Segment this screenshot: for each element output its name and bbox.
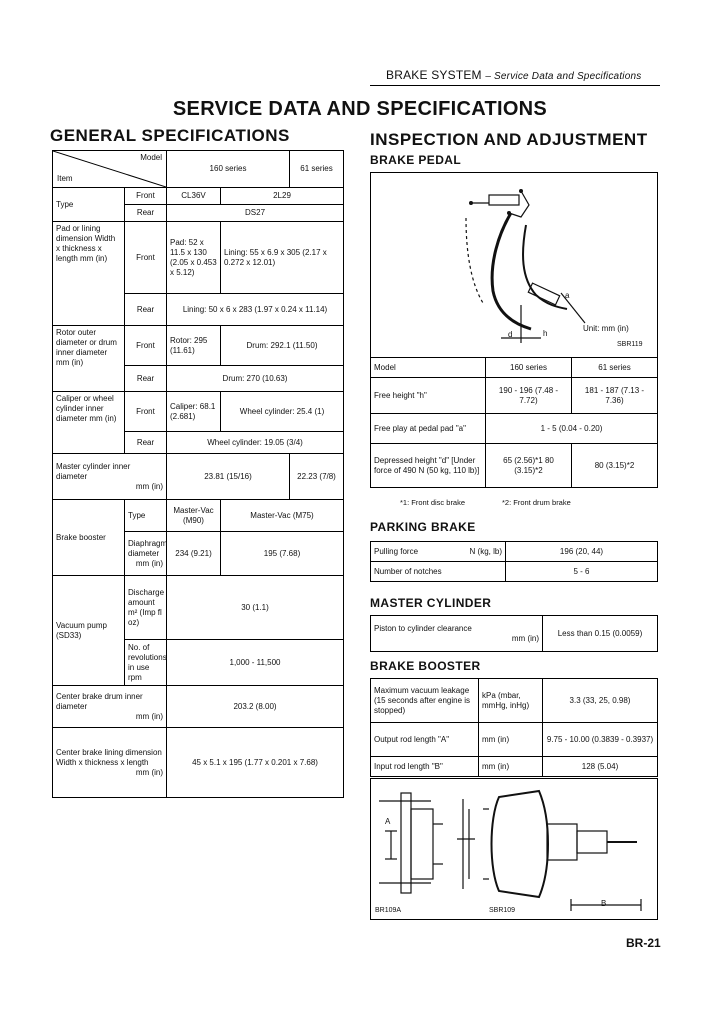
bb-vacuum-label: Maximum vacuum leakage (15 seconds after engine is stopped) [371, 679, 479, 723]
page-title: SERVICE DATA AND SPECIFICATIONS [172, 98, 548, 120]
pb-force-cell [371, 542, 506, 562]
diaphragm-label: Diaphragm diameter [128, 538, 168, 558]
mc-label: Master cylinder inner diameter [56, 461, 131, 481]
header-160: 160 series [167, 151, 290, 188]
booster-fig-a-code: BR109A [375, 907, 402, 914]
brake-booster-table [370, 678, 658, 777]
pad-rear-label: Rear [125, 294, 167, 326]
drum-label: Center brake drum inner diameter [56, 691, 143, 711]
booster-type-label: Type [125, 500, 167, 532]
pedal-fig-code: SBR119 [617, 341, 643, 348]
parking-brake-table [370, 541, 658, 582]
pb-force-value: 196 (20, 44) [506, 542, 658, 562]
drum-label-cell [53, 686, 167, 728]
rotor-rear-label: Rear [125, 366, 167, 392]
type-front-label: Front [125, 188, 167, 205]
brake-pedal-table [370, 357, 658, 488]
diaphragm-label-cell [125, 532, 167, 576]
bp-col-model: Model [371, 358, 486, 378]
type-rear-value: DS27 [167, 205, 344, 222]
bp-col-160: 160 series [486, 358, 572, 378]
booster-label: Brake booster [53, 500, 125, 576]
footnote-2: *2: Front drum brake [502, 498, 571, 507]
bb-output-value: 9.75 - 10.00 (0.3839 - 0.3937) [543, 723, 658, 757]
discharge-label: Discharge amount m² (Imp fl oz) [125, 576, 167, 640]
marker-h: h [543, 329, 548, 338]
discharge-value: 30 (1.1) [167, 576, 344, 640]
master-cylinder-table [370, 615, 658, 652]
bp-free-height-160: 190 - 196 (7.48 - 7.72) [486, 378, 572, 414]
lining-label: Center brake lining dimension Width x thickness x length [56, 747, 162, 767]
bp-free-height-label: Free height "h" [371, 378, 486, 414]
corner-model-label: Model [140, 153, 162, 162]
marker-a: a [565, 291, 570, 300]
page-number: BR-21 [626, 936, 661, 950]
pad-front-left: Pad: 52 x 11.5 x 130 (2.05 x 0.453 x 5.12) [167, 222, 221, 294]
general-specs-heading: GENERAL SPECIFICATIONS [50, 126, 290, 145]
bp-free-play-value: 1 - 5 (0.04 - 0.20) [486, 414, 658, 444]
pb-force-label: Pulling force [374, 546, 419, 556]
header-61: 61 series [290, 151, 344, 188]
bb-vacuum-value: 3.3 (33, 25, 0.98) [543, 679, 658, 723]
rotor-front-label: Front [125, 326, 167, 366]
pb-notches-value: 5 - 6 [506, 562, 658, 582]
running-head-section: BRAKE SYSTEM [386, 68, 482, 82]
caliper-rear-label: Rear [125, 432, 167, 454]
bb-output-unit: mm (in) [479, 723, 543, 757]
lining-label-cell [53, 728, 167, 798]
mc-clearance-unit: mm (in) [511, 633, 539, 643]
pad-rear-value: Lining: 50 x 6 x 283 (1.97 x 0.24 x 11.14) [167, 294, 344, 326]
drum-value: 203.2 (8.00) [167, 686, 344, 728]
diaphragm-61: 195 (7.68) [221, 532, 344, 576]
mc-160: 23.81 (15/16) [167, 454, 290, 500]
type-rear-label: Rear [125, 205, 167, 222]
booster-marker-b: B [601, 899, 607, 908]
mc-clearance-value: Less than 0.15 (0.0059) [543, 616, 658, 652]
parking-brake-heading: PARKING BRAKE [370, 520, 476, 534]
corner-cell [53, 151, 167, 188]
brake-pedal-heading: BRAKE PEDAL [370, 153, 462, 167]
type-front-61: 2L29 [221, 188, 344, 205]
mc-clearance-cell [371, 616, 543, 652]
table-row [371, 414, 658, 444]
diaphragm-160: 234 (9.21) [167, 532, 221, 576]
caliper-front-right: Wheel cylinder: 25.4 (1) [221, 392, 344, 432]
rotor-front-right: Drum: 292.1 (11.50) [221, 326, 344, 366]
type-label: Type [53, 188, 125, 222]
brake-booster-figure [370, 778, 658, 920]
diaphragm-unit: mm (in) [135, 558, 163, 568]
bp-free-play-label: Free play at pedal pad "a" [371, 414, 486, 444]
mc-clearance-label: Piston to cylinder clearance [374, 623, 472, 633]
rotor-front-left: Rotor: 295 (11.61) [167, 326, 221, 366]
table-row [371, 378, 658, 414]
revolutions-value: 1,000 - 11,500 [167, 640, 344, 686]
corner-item-label: Item [57, 174, 73, 183]
footnote-1: *1: Front disc brake [400, 498, 466, 507]
unit-note: Unit: mm (in) [583, 324, 629, 333]
bp-depressed-160: 65 (2.56)*1 80 (3.15)*2 [486, 444, 572, 488]
brake-pedal-figure [370, 172, 658, 358]
caliper-front-label: Front [125, 392, 167, 432]
bp-depressed-61: 80 (3.15)*2 [572, 444, 658, 488]
general-specs-table [52, 150, 344, 798]
bb-input-value: 128 (5.04) [543, 757, 658, 777]
mc-label-cell [53, 454, 167, 500]
brake-booster-heading: BRAKE BOOSTER [370, 659, 481, 673]
table-row [371, 444, 658, 488]
rotor-rear-value: Drum: 270 (10.63) [167, 366, 344, 392]
bb-input-unit: mm (in) [479, 757, 543, 777]
booster-marker-a: A [385, 817, 391, 826]
brake-booster-diagram [371, 779, 657, 919]
rotor-label: Rotor outer diameter or drum inner diameter mm (in) [53, 326, 125, 392]
booster-fig-b-code: SBR109 [489, 907, 516, 914]
booster-type-61: Master-Vac (M75) [221, 500, 344, 532]
mc-unit: mm (in) [135, 481, 163, 491]
revolutions-label: No. of revolutions in use rpm [125, 640, 167, 686]
caliper-front-left: Caliper: 68.1 (2.681) [167, 392, 221, 432]
header-rule [370, 85, 660, 86]
caliper-rear-value: Wheel cylinder: 19.05 (3/4) [167, 432, 344, 454]
pad-front-right: Lining: 55 x 6.9 x 305 (2.17 x 0.272 x 12.01) [221, 222, 344, 294]
vacuum-pump-label: Vacuum pump (SD33) [53, 576, 125, 686]
pad-front-label: Front [125, 222, 167, 294]
pb-force-unit: N (kg, lb) [469, 546, 502, 556]
pad-label: Pad or lining dimension Width x thickness x length mm (in) [53, 222, 125, 326]
bb-vacuum-unit: kPa (mbar, mmHg, inHg) [479, 679, 543, 723]
drum-unit: mm (in) [135, 711, 163, 721]
booster-type-160: Master-Vac (M90) [167, 500, 221, 532]
bp-depressed-label: Depressed height "d" [Under force of 490 N (50 kg, 110 lb)] [371, 444, 486, 488]
caliper-label: Caliper or wheel cylinder inner diameter mm (in) [53, 392, 125, 454]
bp-free-height-61: 181 - 187 (7.13 - 7.36) [572, 378, 658, 414]
bb-output-label: Output rod length "A" [371, 723, 479, 757]
lining-value: 45 x 5.1 x 195 (1.77 x 0.201 x 7.68) [167, 728, 344, 798]
marker-d: d [508, 330, 513, 339]
bb-input-label: Input rod length "B" [371, 757, 479, 777]
type-front-160: CL36V [167, 188, 221, 205]
pb-notches-label: Number of notches [371, 562, 506, 582]
running-head-subtitle: – Service Data and Specifications [485, 71, 642, 82]
master-cylinder-heading: MASTER CYLINDER [370, 596, 492, 610]
inspection-heading: INSPECTION AND ADJUSTMENT [370, 130, 648, 149]
mc-61: 22.23 (7/8) [290, 454, 344, 500]
lining-unit: mm (in) [135, 767, 163, 777]
bp-col-61: 61 series [572, 358, 658, 378]
running-head [386, 68, 641, 82]
